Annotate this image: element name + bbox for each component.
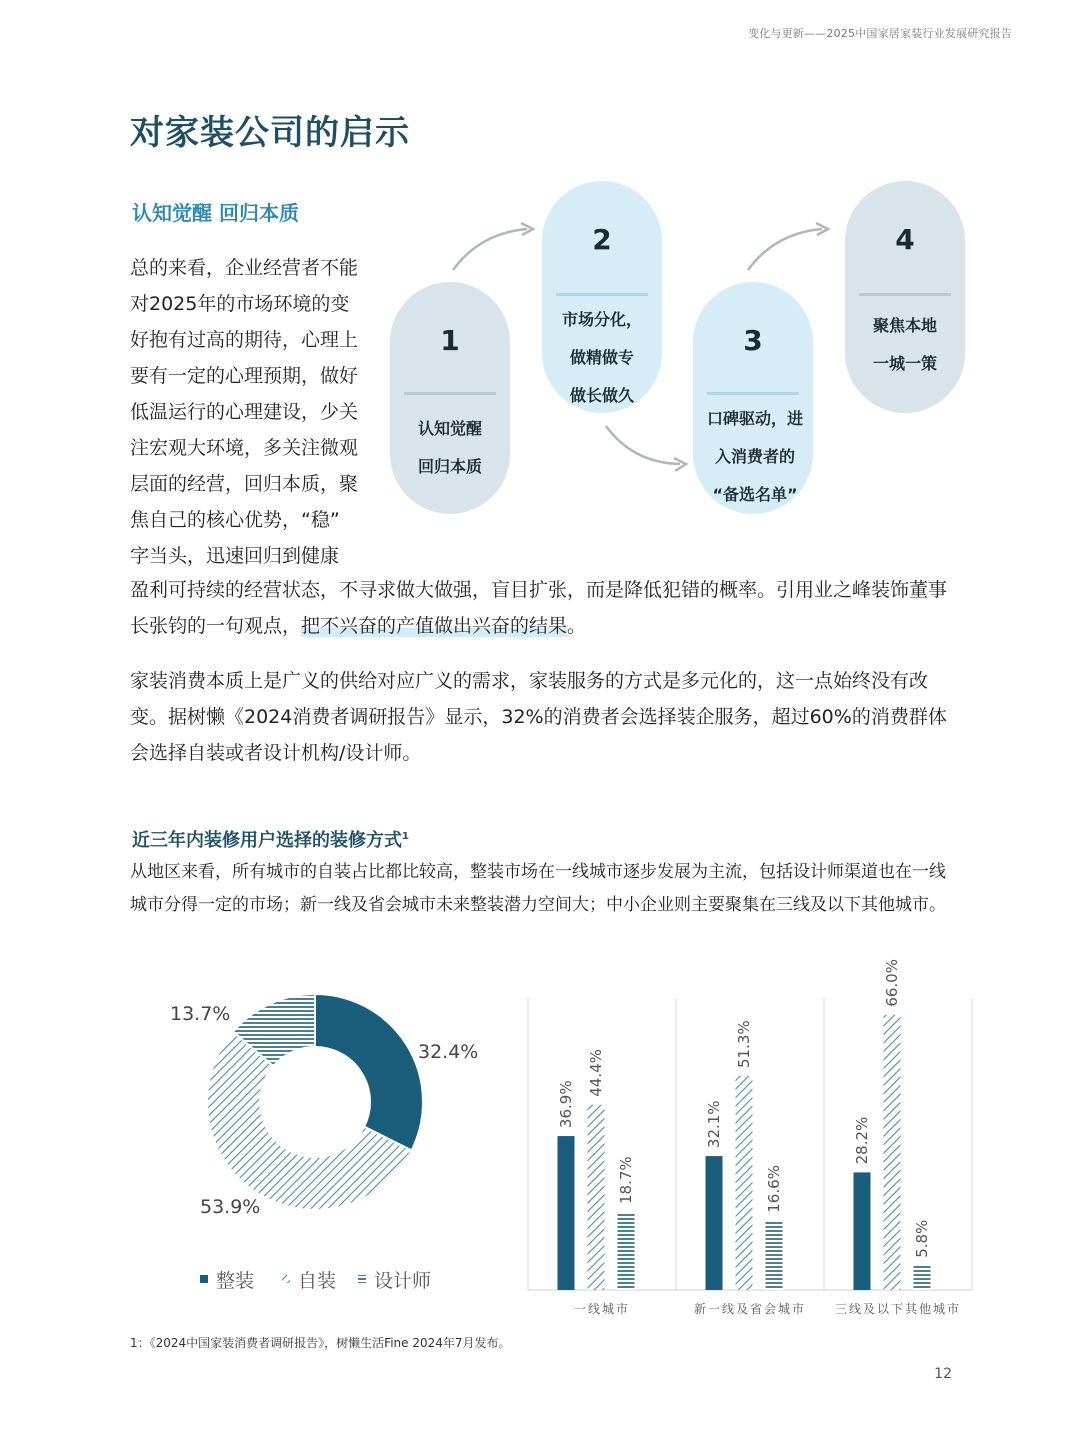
bar-value-label: 66.0% [883,959,901,1007]
bar-设计师-1 [766,1221,783,1290]
step-text [546,301,658,415]
bar-value-label: 28.2% [853,1116,871,1165]
bar-value-label: 16.6% [765,1165,783,1213]
bar-自装-1 [736,1076,753,1290]
intro-line: 层面的经营，回归本质，聚 [130,473,359,495]
arrow-icon [445,215,545,280]
intro-line: 对2025年的市场环境的变 [130,293,350,315]
chart-heading [132,826,409,852]
step-separator [556,293,648,296]
arrow-icon [740,215,840,280]
step-separator [404,392,496,395]
step-line: 做精做专 [569,348,634,367]
step-number: 4 [895,223,915,256]
step-separator [707,392,799,395]
intro-line: 好抱有过高的期待，心理上 [130,329,359,351]
footnote: 1：《2024中国家装消费者调研报告》，树懒生活Fine 2024年7月发布。 [130,1336,511,1350]
bar-chart [526,950,980,1325]
intro-continuation [130,572,960,644]
bar-value-label: 32.1% [705,1100,723,1149]
bar-设计师-0 [618,1212,635,1290]
intro-continuation-text: 盈利可持续的经营状态，不寻求做大做强，盲目扩张，而是降低犯错的概率。引用业之峰装饰董事长张钧的一句观点， [130,579,948,637]
step-line: 认知觉醒 [417,419,482,438]
step-line: 一城一策 [872,354,937,373]
bar-value-label: 5.8% [913,1219,931,1258]
step-line: 市场分化， [561,310,642,329]
step-pill-4 [845,181,965,413]
intro-line: 字当头，迅速回归到健康 [130,545,340,567]
bar-整装-2 [854,1172,871,1290]
bar-设计师-2 [914,1266,931,1290]
intro-line: 注宏观大环境，多关注微观 [130,437,359,459]
step-pill-2 [542,181,662,413]
donut-label-zhuangzhuang: 32.4% [418,1041,479,1063]
donut-label-zizhuang: 53.9% [200,1196,261,1218]
step-separator [859,293,951,296]
step-text [687,400,823,514]
intro-line: 焦自己的核心优势，“稳” [130,509,340,531]
step-line: 聚焦本地 [872,316,937,335]
step-number: 1 [440,324,460,357]
bar-整装-1 [706,1156,723,1290]
chart-description: 从地区来看，所有城市的自装占比都比较高，整装市场在一线城市逐步发展为主流，包括设计师渠道也在一线城市分得一定的市场；新一线及省会城市未来整装潜力空间大；中小企业则主要聚集在三线及以下其他城市。 [130,862,946,915]
arrow-icon [598,418,693,478]
legend-swatch-zizhuang [282,1275,290,1283]
chart-heading-sup: 1 [402,831,409,842]
bar-value-label: 36.9% [557,1080,575,1129]
step-line: 口碑驱动，进 [706,409,803,428]
section-subtitle: 认知觉醒 回归本质 [132,201,299,225]
donut-slice-0 [315,994,423,1150]
bar-value-label: 44.4% [587,1049,605,1097]
step-number: 2 [592,223,612,256]
legend-swatch-shejishi [358,1275,366,1283]
bar-category-label: 新一线及省会城市 [693,1302,807,1316]
step-line: 入消费者的 [714,447,795,466]
step-number: 3 [743,324,763,357]
header-text: 变化与更新——2025中国家居家装行业发展研究报告 [748,27,1012,40]
donut-chart [130,990,520,1300]
intro-line: 要有一定的心理预期，做好 [130,365,359,387]
intro-paragraph [130,250,382,574]
legend-label-zizhuang: 自装 [298,1270,337,1292]
step-line: 做长做久 [569,386,634,405]
step-line: 回归本质 [417,457,482,476]
legend-label-zhuangzhuang: 整装 [216,1270,255,1292]
bar-value-label: 51.3% [735,1020,753,1069]
intro-line: 低温运行的心理建设，少关 [130,401,359,423]
bar-category-label: 三线及以下其他城市 [834,1302,962,1316]
step-text [849,307,961,383]
page-title: 对家装公司的启示 [130,113,410,153]
bar-自装-2 [884,1015,901,1290]
bar-整装-0 [558,1136,575,1290]
step-pill-1 [390,282,510,514]
paragraph-2: 家装消费本质上是广义的供给对应广义的需求，家装服务的方式是多元化的，这一点始终没有改变。据树懒《2024消费者调研报告》显示，32%的消费者会选择装企服务，超过60%的消费群体会选择自装或者设计机构/设计师。 [130,670,947,764]
donut-label-shejishi: 13.7% [170,1003,231,1025]
chart-heading-text: 近三年内装修用户选择的装修方式 [132,830,402,851]
intro-line: 总的来看，企业经营者不能 [130,257,359,279]
step-line: “备选名单” [712,485,798,504]
highlight-quote: 把不兴奋的产值做出兴奋的结果 [301,615,568,637]
step-text [394,410,506,486]
intro-continuation-end: 。 [567,615,587,637]
legend-swatch-zhuangzhuang [200,1275,208,1283]
bar-category-label: 一线城市 [573,1302,631,1316]
step-pill-3 [693,282,813,514]
legend-label-shejishi: 设计师 [374,1270,432,1292]
page-number: 12 [934,1366,952,1382]
bar-value-label: 18.7% [617,1156,635,1204]
bar-自装-0 [588,1105,605,1290]
